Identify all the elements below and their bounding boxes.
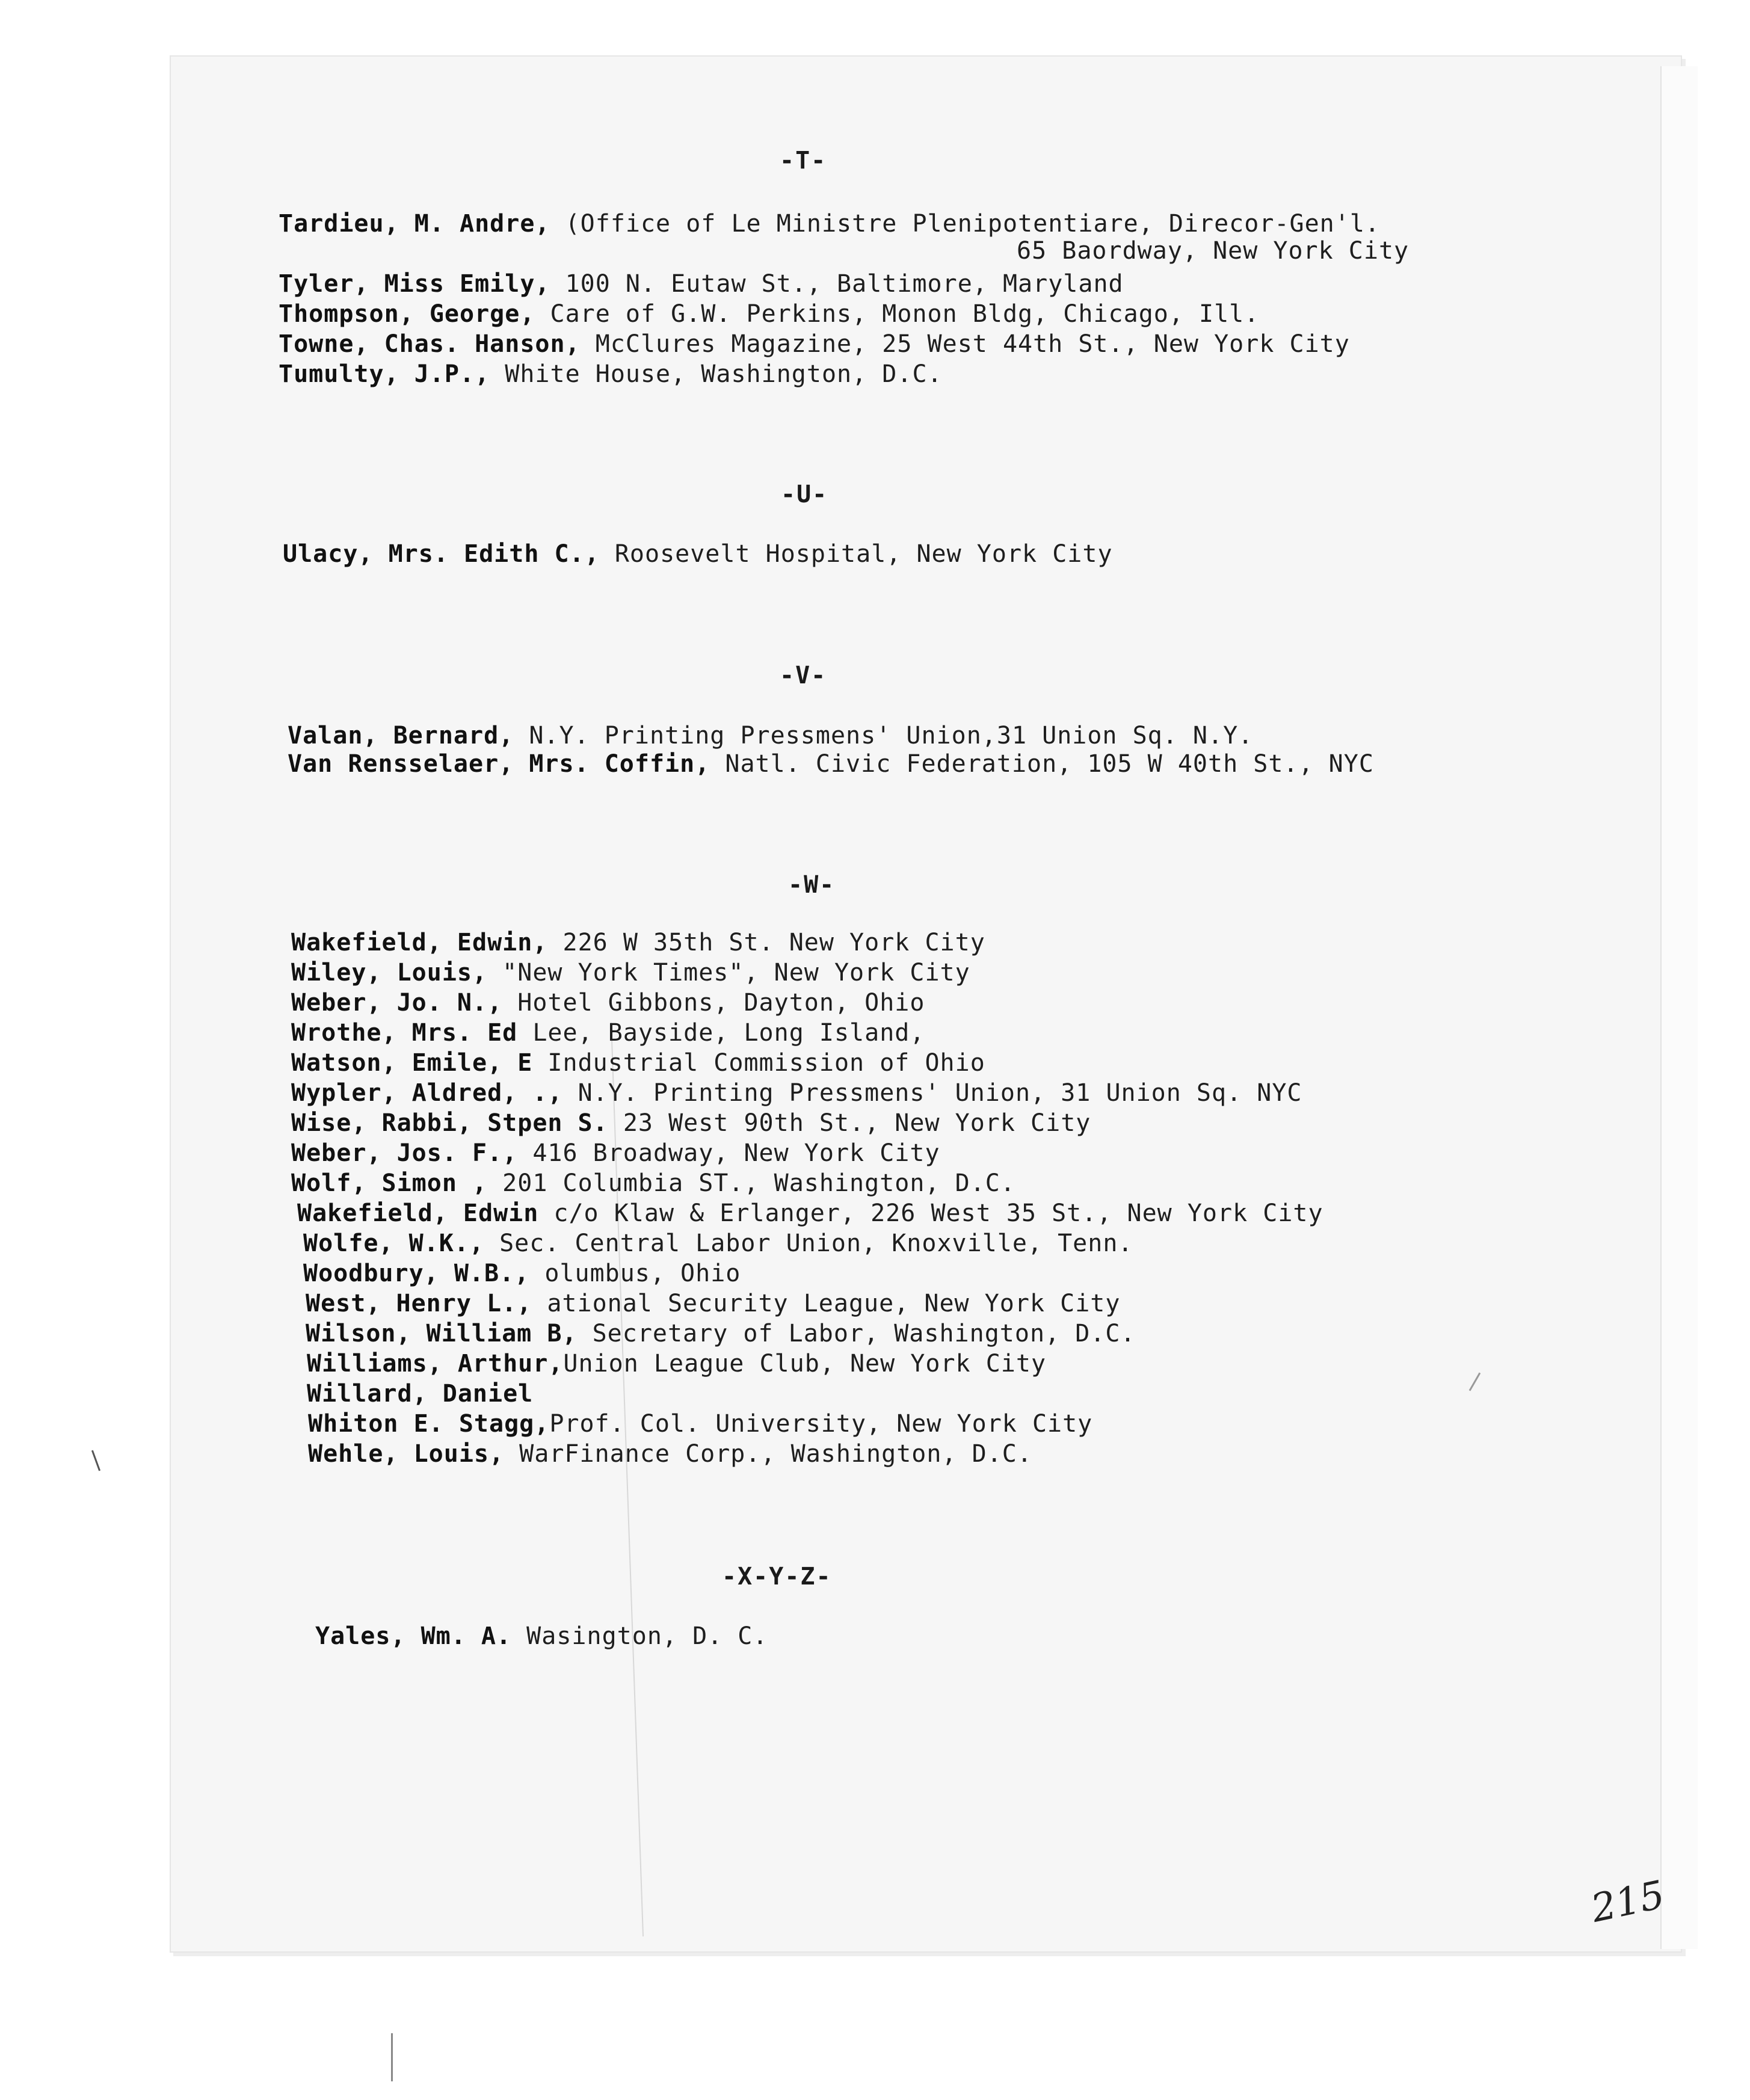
entry-name: Wilson, William B, [306,1320,578,1347]
entry-details: "New York Times", New York City [487,959,970,987]
handwritten-page-number: 215 [1587,1873,1669,1932]
section-heading-w: -W- [788,871,836,899]
entry-details: Lee, Bayside, Long Island, [517,1019,925,1047]
entry-details: McClures Magazine, 25 West 44th St., New York City [580,330,1350,358]
entry-name: Wrothe, Mrs. Ed [291,1019,518,1047]
entry-details: olumbus, Ohio [529,1260,741,1287]
entry-details: Sec. Central Labor Union, Knoxville, Tenn. [484,1230,1133,1257]
entry-w-8 [291,1141,940,1165]
entry-details: 100 N. Eutaw St., Baltimore, Maryland [550,270,1124,298]
entry-w-7 [291,1111,1091,1135]
entry-u-1 [283,542,1113,566]
entry-name: Tumulty, J.P., [279,360,490,388]
entry-details: Secretary of Labor, Washington, D.C. [577,1320,1136,1347]
entry-details: 416 Broadway, New York City [517,1139,940,1167]
entry-name: Weber, Jos. F., [291,1139,518,1167]
entry-name: Wypler, Aldred, ., [291,1079,563,1107]
stray-mark-bottom [391,2033,393,2081]
section-heading-v: -V- [780,662,827,689]
section-heading-t: -T- [780,147,827,174]
entry-t-4 [279,332,1350,356]
entry-name: Wakefield, Edwin, [291,929,548,956]
stray-mark-left [91,1450,100,1471]
section-heading-xyz: -X-Y-Z- [722,1563,832,1590]
entry-name: Towne, Chas. Hanson, [279,330,581,358]
entry-w-2 [291,961,970,985]
entry-w-3 [291,991,925,1015]
entry-details: Union League Club, New York City [563,1350,1047,1378]
entry-name: Willard, Daniel [307,1380,534,1408]
entry-details: Industrial Commission of Ohio [532,1049,985,1077]
entry-w-18 [308,1442,1032,1466]
entry-name: Wolf, Simon , [291,1169,488,1197]
entry-details: c/o Klaw & Erlanger, 226 West 35 St., New York City [538,1199,1323,1227]
entry-details: N.Y. Printing Pressmens' Union,31 Union Sq. N.Y. [514,722,1254,750]
section-heading-u: -U- [781,481,828,508]
entry-name: Wiley, Louis, [291,959,488,987]
entry-name: Ulacy, Mrs. Edith C., [283,540,600,568]
entry-details: Roosevelt Hospital, New York City [599,540,1113,568]
entry-name: Watson, Emile, E [291,1049,533,1077]
entry-name: Weber, Jo. N., [291,989,503,1017]
entry-name: Wakefield, Edwin [297,1199,539,1227]
entry-w-12 [303,1261,741,1286]
entry-details: Prof. Col. University, New York City [549,1410,1093,1438]
entry-w-14 [306,1322,1136,1346]
entry-t-1-cont [1017,239,1409,263]
entry-w-4 [291,1021,925,1045]
entry-name: Tardieu, M. Andre, [279,210,550,238]
entry-w-1 [291,931,985,955]
entry-name: Wise, Rabbi, Stpen S. [291,1109,608,1137]
entry-details: (Office of Le Ministre Plenipotentiare, Direcor-Gen'l. [550,210,1380,238]
entry-details: N.Y. Printing Pressmens' Union, 31 Union Sq. NYC [562,1079,1302,1107]
entry-xyz-1 [315,1624,768,1648]
entry-name: Van Rensselaer, Mrs. Coffin, [288,750,710,778]
entry-details: 23 West 90th St., New York City [608,1109,1091,1137]
entry-t-3 [279,302,1259,326]
entry-name: Thompson, George, [279,300,535,328]
entry-t-2 [279,272,1124,296]
entry-t-5 [279,362,943,386]
entry-details: Hotel Gibbons, Dayton, Ohio [502,989,925,1017]
entry-w-15 [307,1352,1046,1376]
entry-name: Tyler, Miss Emily, [279,270,550,298]
entry-name: Wehle, Louis, [308,1440,505,1468]
entry-details: 201 Columbia ST., Washington, D.C. [487,1169,1015,1197]
entry-w-13 [306,1292,1120,1316]
entry-name: Williams, Arthur, [307,1350,564,1378]
entry-t-1 [279,212,1380,236]
entry-name: West, Henry L., [306,1290,532,1317]
entry-details: 226 W 35th St. New York City [547,929,985,956]
entry-w-10 [297,1201,1323,1225]
entry-w-5 [291,1051,985,1075]
entry-details: ational Security League, New York City [532,1290,1121,1317]
entry-name: Valan, Bernard, [288,722,514,750]
entry-name: Yales, Wm. A. [315,1622,512,1650]
entry-w-9 [291,1171,1015,1195]
entry-details: WarFinance Corp., Washington, D.C. [504,1440,1032,1468]
entry-w-16 [307,1382,533,1406]
entry-details: White House, Washington, D.C. [490,360,943,388]
entry-name: Woodbury, W.B., [303,1260,530,1287]
entry-details: Natl. Civic Federation, 105 W 40th St., NYC [710,750,1374,778]
entry-details: Care of G.W. Perkins, Monon Bldg, Chicago, Ill. [535,300,1260,328]
entry-v-2 [288,752,1374,776]
entry-details: 65 Baordway, New York City [1017,237,1410,265]
sheet-edge [1660,66,1698,1949]
entry-name: Wolfe, W.K., [303,1230,484,1257]
entry-w-11 [303,1231,1133,1255]
entry-v-1 [288,724,1253,748]
entry-name: Whiton E. Stagg, [308,1410,550,1438]
entry-details: Wasington, D. C. [511,1622,768,1650]
entry-w-6 [291,1081,1302,1105]
entry-w-17 [308,1412,1092,1436]
